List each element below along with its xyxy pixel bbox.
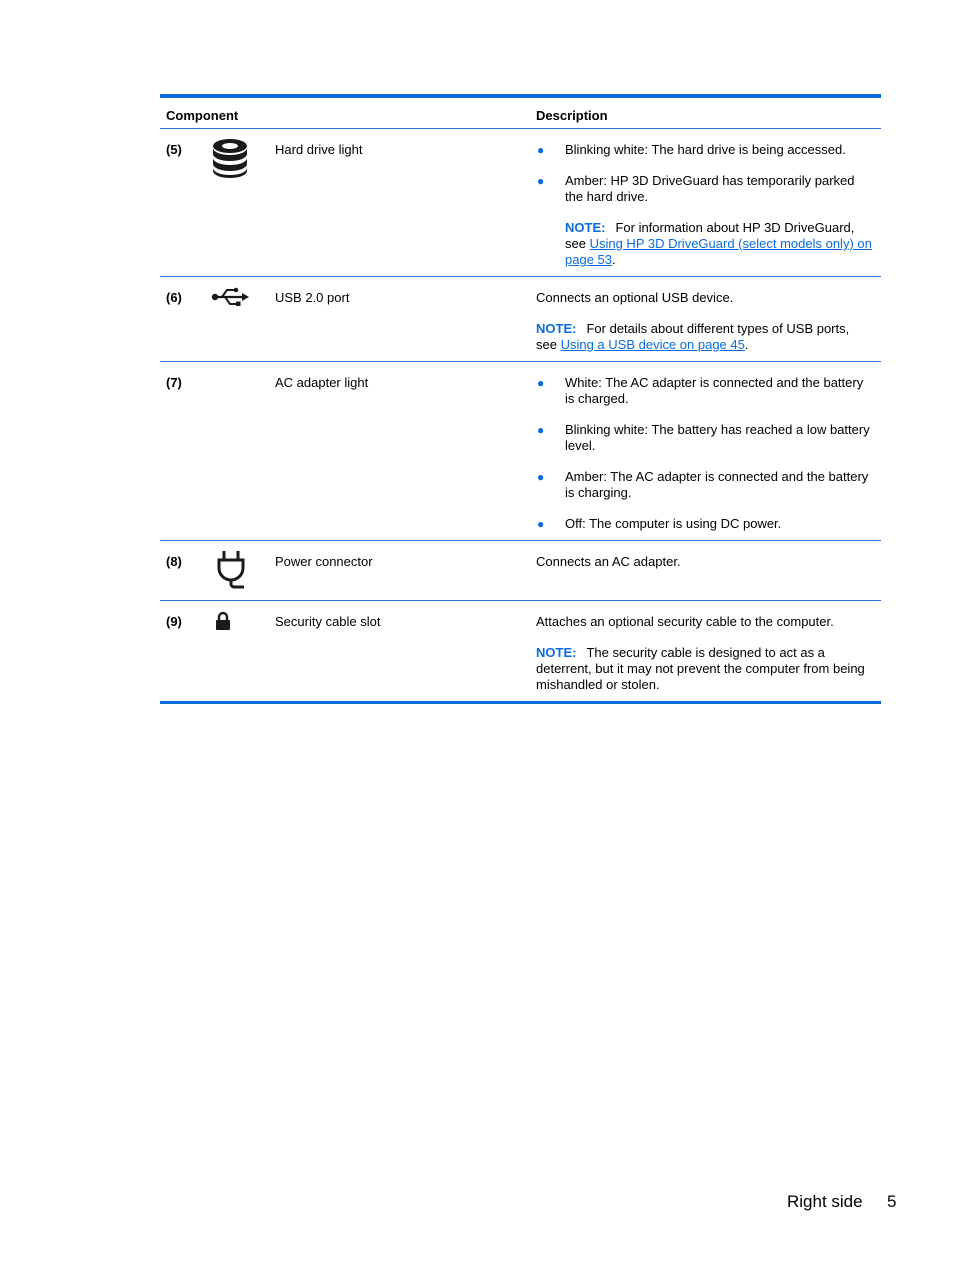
list-item: ● Off: The computer is using DC power. bbox=[537, 516, 782, 531]
row-number: (8) bbox=[166, 554, 182, 569]
list-item: ● Blinking white: The hard drive is being accessed. bbox=[537, 142, 846, 157]
description bbox=[536, 129, 881, 276]
note-label: NOTE: bbox=[536, 645, 577, 660]
row-number: (6) bbox=[166, 290, 182, 305]
usb-device-link[interactable]: Using a USB device on page 45 bbox=[560, 337, 745, 352]
description bbox=[536, 601, 881, 701]
table-header bbox=[160, 98, 881, 129]
power-plug-icon bbox=[215, 550, 247, 595]
lock-icon bbox=[215, 611, 231, 634]
list-item: ● White: The AC adapter is connected and the battery is charged. bbox=[537, 375, 864, 406]
table-row bbox=[160, 276, 881, 361]
component-label: USB 2.0 port bbox=[275, 290, 350, 305]
hard-drive-icon bbox=[211, 138, 249, 181]
row-number: (9) bbox=[166, 614, 182, 629]
list-item: ● Amber: HP 3D DriveGuard has temporarily parked the hard drive. bbox=[537, 173, 855, 204]
description-text: Connects an optional USB device. bbox=[536, 290, 734, 305]
component-label: AC adapter light bbox=[275, 375, 369, 390]
note-label: NOTE: bbox=[536, 321, 577, 336]
description bbox=[536, 541, 881, 578]
header-component: Component bbox=[166, 108, 239, 123]
bullet-icon: ● bbox=[537, 423, 545, 437]
component-table bbox=[160, 94, 881, 704]
list-item: ● Blinking white: The battery has reached a low battery level. bbox=[537, 422, 870, 453]
row-number: (7) bbox=[166, 375, 182, 390]
row-number: (5) bbox=[166, 142, 182, 157]
component-label: Power connector bbox=[275, 554, 373, 569]
bullet-icon: ● bbox=[537, 517, 545, 531]
bullet-icon: ● bbox=[537, 470, 545, 484]
table-row bbox=[160, 600, 881, 701]
component-label: Hard drive light bbox=[275, 142, 363, 157]
bullet-icon: ● bbox=[537, 143, 545, 157]
description bbox=[536, 362, 881, 540]
bullet-icon: ● bbox=[537, 174, 545, 188]
note-label: NOTE: bbox=[565, 220, 606, 235]
usb-icon bbox=[211, 287, 251, 310]
table-row bbox=[160, 540, 881, 600]
footer-section-title: Right side bbox=[787, 1192, 863, 1211]
table-row bbox=[160, 361, 881, 540]
note: NOTE: For information about HP 3D DriveGuard, see Using HP 3D DriveGuard (select models only) on page 53. bbox=[565, 220, 872, 267]
list-item: ● Amber: The AC adapter is connected and the battery is charging. bbox=[537, 469, 869, 500]
description-text: Attaches an optional security cable to the computer. bbox=[536, 614, 834, 629]
header-description: Description bbox=[536, 108, 608, 123]
description-text: Connects an AC adapter. bbox=[536, 554, 681, 569]
note: NOTE: The security cable is designed to act as a deterrent, but it may not prevent the computer from being mishandled or stolen. bbox=[536, 645, 865, 692]
note: NOTE: For details about different types of USB ports, see Using a USB device on page 45. bbox=[536, 321, 850, 352]
driveguard-link[interactable]: Using HP 3D DriveGuard (select models only) on page 53 bbox=[565, 236, 872, 267]
component-label: Security cable slot bbox=[275, 614, 381, 629]
bullet-icon: ● bbox=[537, 376, 545, 390]
description bbox=[536, 277, 881, 361]
page-number: 5 bbox=[887, 1192, 897, 1211]
table-row bbox=[160, 129, 881, 276]
